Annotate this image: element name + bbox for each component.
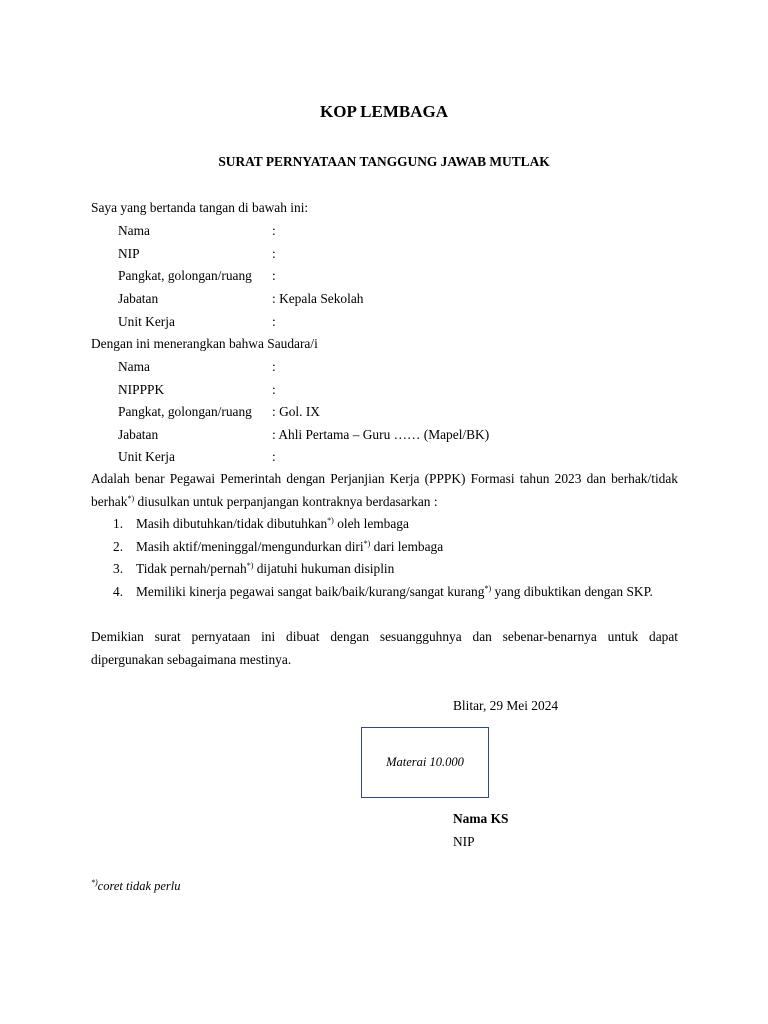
item-text-b: dijatuhi hukuman disiplin (253, 561, 395, 576)
item-text-b: yang dibuktikan dengan SKP. (491, 583, 653, 599)
item-text-a: Tidak pernah/pernah (136, 561, 247, 576)
field-value: : (272, 314, 276, 329)
field-label: NIPPPK (118, 382, 165, 397)
place-date: Blitar, 29 Mei 2024 (453, 698, 559, 713)
stamp-box (361, 727, 489, 798)
field-value: : (272, 268, 276, 283)
criteria-list (91, 513, 678, 603)
item-text-a: Masih aktif/meninggal/mengundurkan diri (136, 538, 364, 554)
field-label: Nama (118, 223, 150, 238)
field-label: Unit Kerja (118, 314, 175, 329)
field-value: : (272, 449, 276, 464)
subject-field-rank (0, 404, 768, 422)
field-value: : (272, 223, 276, 238)
list-item (91, 581, 678, 604)
field-label: Jabatan (118, 427, 159, 442)
asterisk-note: *) (246, 561, 254, 570)
field-value: : Gol. IX (272, 404, 320, 419)
signer-field-position (0, 291, 768, 309)
signer-field-name (0, 223, 768, 241)
field-value: : (272, 382, 276, 397)
list-item (91, 513, 678, 536)
letter-title: SURAT PERNYATAAN TANGGUNG JAWAB MUTLAK (218, 154, 550, 169)
signer-field-rank (0, 268, 768, 286)
signer-field-unit (0, 314, 768, 332)
closing-paragraph: Demikian surat pernyataan ini dibuat dengan sesuangguhnya dan sebenar-benarnya untuk dapat dipergunakan sebagaimana mestinya. (91, 629, 678, 667)
field-value: : (272, 246, 276, 261)
item-text-a: Memiliki kinerja pegawai sangat baik/baik/kurang/sangat kurang (136, 583, 485, 599)
field-label: Nama (118, 359, 150, 374)
asterisk-note: *) (363, 538, 371, 548)
signer-name: Nama KS (453, 811, 509, 826)
statement-text-a: Adalah benar Pegawai Pemerintah dengan Perjanjian Kerja (PPPK) Formasi tahun 2023 dan berhak/tidak berhak (91, 471, 678, 509)
subject-field-position (0, 427, 768, 445)
list-item (91, 558, 678, 581)
stamp-label: Materai 10.000 (386, 755, 464, 769)
signer-intro: Saya yang bertanda tangan di bawah ini: (91, 200, 309, 215)
field-value: : (272, 359, 276, 374)
field-value: : Ahli Pertama – Guru …… (Mapel/BK) (272, 427, 490, 442)
subject-field-unit (0, 449, 768, 467)
field-value: : Kepala Sekolah (272, 291, 364, 306)
footnote-marker: *) (91, 878, 98, 887)
item-number: 1. (113, 516, 124, 531)
field-label: Unit Kerja (118, 449, 175, 464)
item-text-b: dari lembaga (370, 538, 444, 554)
item-text-a: Masih dibutuhkan/tidak dibutuhkan (136, 516, 328, 531)
list-item (91, 536, 678, 559)
field-label: NIP (118, 246, 140, 261)
institution-header: KOP LEMBAGA (320, 102, 448, 121)
statement-text-b: diusulkan untuk perpanjangan kontraknya berdasarkan : (134, 493, 438, 509)
field-label: Pangkat, golongan/ruang (118, 404, 252, 419)
item-number: 3. (113, 561, 124, 576)
footnote-text: coret tidak perlu (97, 879, 181, 893)
subject-field-name (0, 359, 768, 377)
asterisk-note: *) (327, 516, 334, 525)
statement-paragraph (91, 468, 678, 513)
signer-field-nip (0, 246, 768, 264)
subject-field-nipppk (0, 382, 768, 400)
signer-nip: NIP (453, 834, 475, 849)
footnote (91, 880, 181, 893)
item-number: 2. (113, 538, 124, 554)
asterisk-note: *) (127, 493, 135, 503)
asterisk-note: *) (484, 583, 492, 593)
field-label: Pangkat, golongan/ruang (118, 268, 252, 283)
subject-intro: Dengan ini menerangkan bahwa Saudara/i (91, 336, 318, 351)
field-label: Jabatan (118, 291, 159, 306)
item-number: 4. (113, 583, 124, 599)
item-text-b: oleh lembaga (333, 516, 409, 531)
